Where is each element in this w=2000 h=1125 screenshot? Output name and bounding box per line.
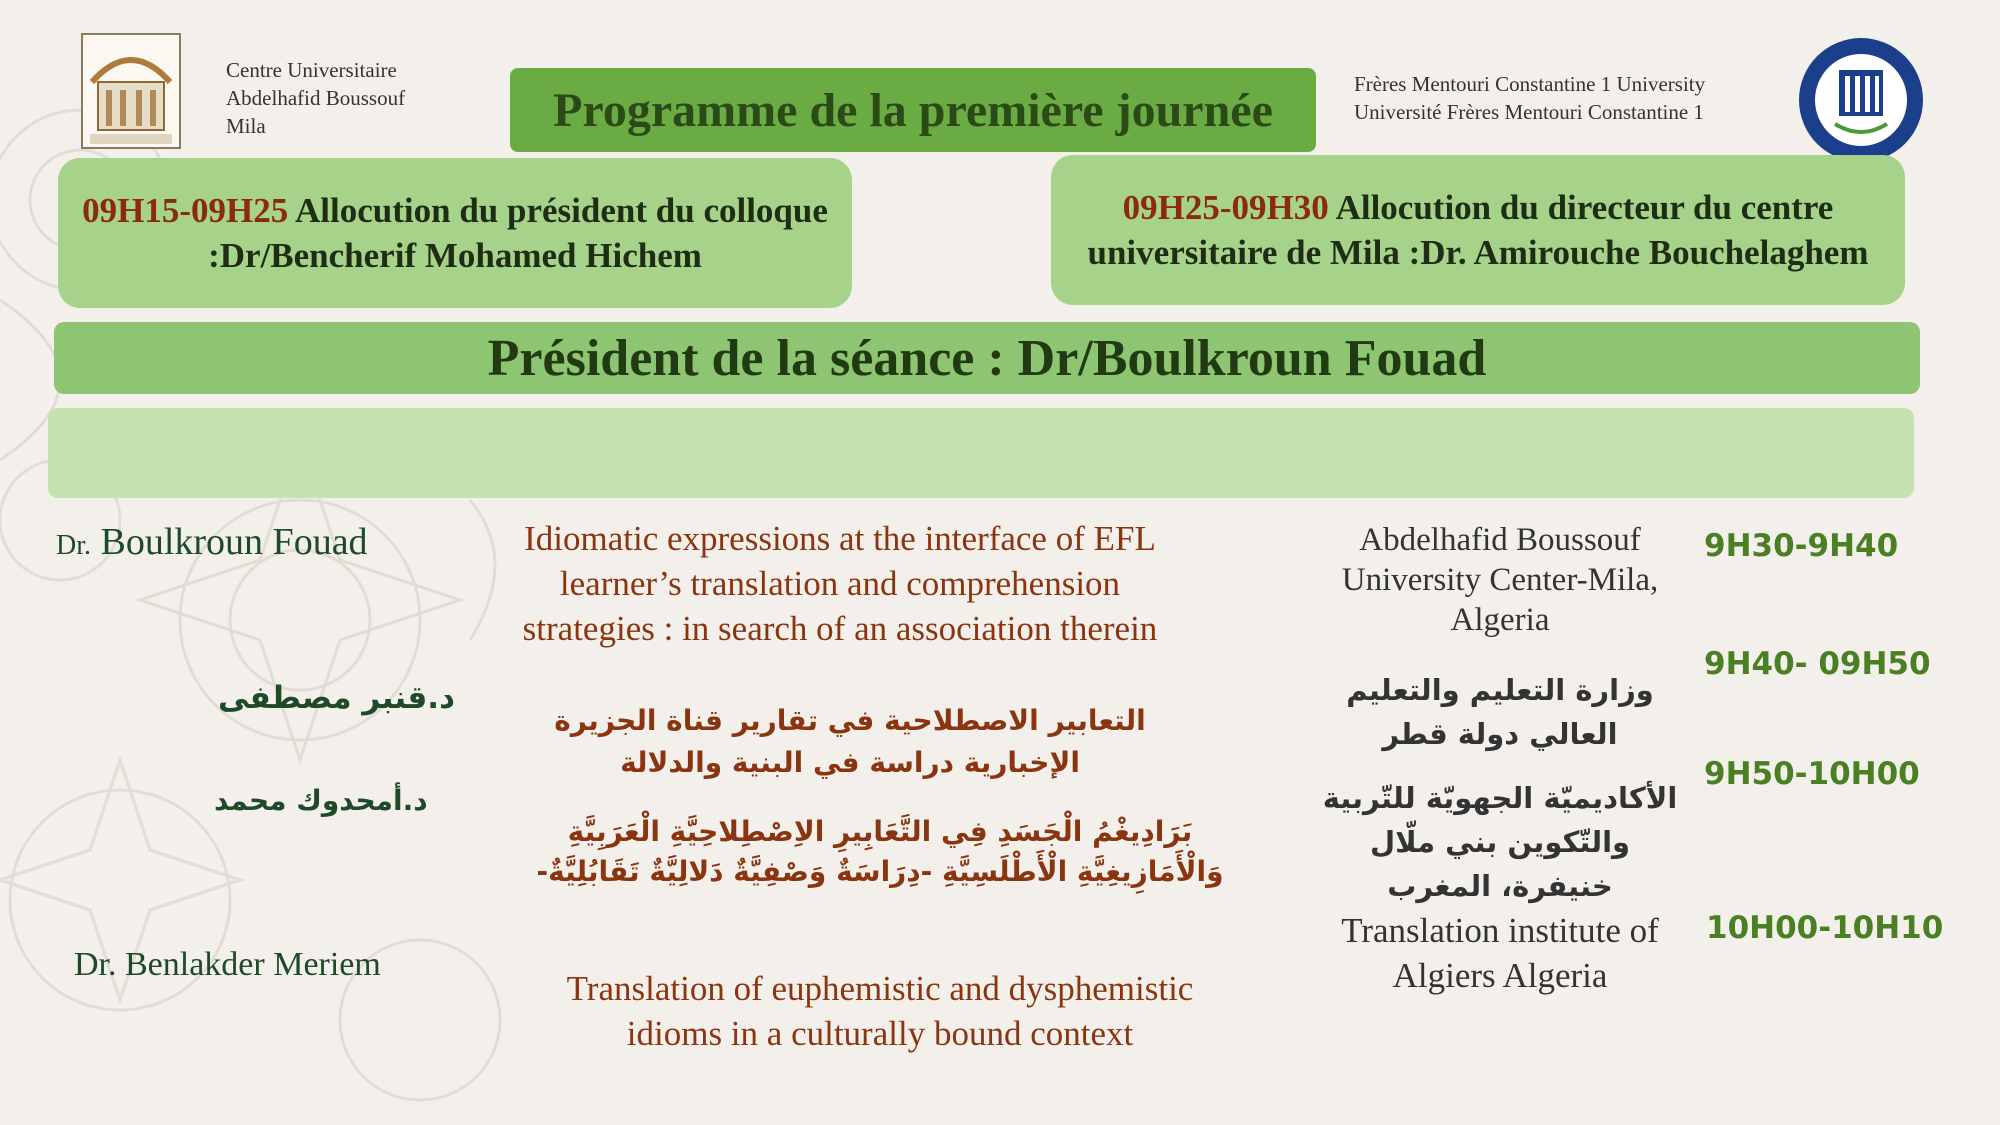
right-institution-line: Frères Mentouri Constantine 1 University xyxy=(1354,72,1706,96)
communication-title: Idiomatic expressions at the interface of EFL learner’s translation and comprehension strategies : in search of an association therein xyxy=(522,519,1158,648)
page-title-box xyxy=(510,68,1316,152)
left-institution-line: Abdelhafid Boussouf xyxy=(226,86,406,110)
speaker-name: د.أمحدوك محمد xyxy=(214,784,428,817)
communication-title: التعابير الاصطلاحية في تقارير قناة الجزيرة الإخبارية دراسة في البنية والدلالة xyxy=(554,704,1146,779)
university-center-mila-logo xyxy=(80,32,182,150)
speaker-name: Dr. Benlakder Meriem xyxy=(74,946,381,983)
right-institution-name xyxy=(1354,70,1705,126)
duration: 10H00-10H10 xyxy=(1706,910,1944,946)
duration: 9H50-10H00 xyxy=(1704,756,1920,792)
left-institution-name xyxy=(226,56,405,140)
page-title: Programme de la première journée xyxy=(553,83,1273,137)
allocution-time: 09H15-09H25 xyxy=(82,191,289,230)
speaker-name xyxy=(56,520,368,564)
affiliation: الأكاديميّة الجهويّة للتّربية والتّكوين بني ملّال خنيفرة، المغرب xyxy=(1322,781,1678,903)
speaker-name: د.قنبر مصطفى xyxy=(218,680,455,716)
allocution-text: Allocution du directeur du centre universitaire de Mila :Dr. Amirouche Bouchelaghem xyxy=(1087,188,1869,272)
speaker-prefix: Dr. xyxy=(56,530,91,561)
constantine-university-logo xyxy=(1795,36,1927,164)
session-president-bar xyxy=(54,322,1920,394)
left-institution-line: Centre Universitaire xyxy=(226,58,397,82)
allocution-president-box xyxy=(58,158,852,308)
duration: 9H40- 09H50 xyxy=(1704,646,1931,682)
affiliation: Abdelhafid Boussouf University Center-Mila, Algeria xyxy=(1341,522,1659,638)
allocution-director-box xyxy=(1051,155,1905,305)
right-institution-line: Université Frères Mentouri Constantine 1 xyxy=(1354,100,1704,124)
affiliation: وزارة التعليم والتعليم العالي دولة قطر xyxy=(1346,673,1654,751)
left-institution-line: Mila xyxy=(226,114,266,138)
affiliation: Translation institute of Algiers Algeria xyxy=(1341,911,1659,995)
speaker-surname: Boulkroun Fouad xyxy=(91,521,368,563)
allocution-time: 09H25-09H30 xyxy=(1122,188,1329,227)
table-header xyxy=(48,408,1914,498)
session-president: Président de la séance : Dr/Boulkroun Fouad xyxy=(487,329,1487,387)
duration: 9H30-9H40 xyxy=(1704,528,1899,564)
communication-title: Translation of euphemistic and dysphemistic idioms in a culturally bound context xyxy=(566,969,1194,1053)
communication-title: بَرَادِيغْمُ الْجَسَدِ فِي التَّعَابِيرِ الاِصْطِلاحِيَّةِ الْعَرَبِيَّةِ وَالْأَمَازِيغِيَّةِ الْأَطْلَسِيَّةِ -دِرَاسَةٌ وَصْفِيَّةٌ دَلالِيَّةٌ تَقَابُلِيَّةٌ- xyxy=(536,815,1224,888)
allocution-text: Allocution du président du colloque :Dr/Bencherif Mohamed Hichem xyxy=(208,191,828,275)
